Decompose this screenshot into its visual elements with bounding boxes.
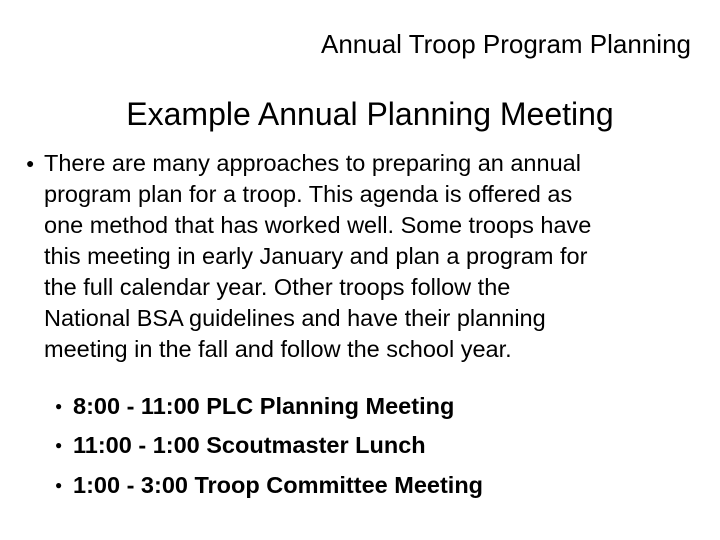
agenda-item-text: 1:00 - 3:00 Troop Committee Meeting: [73, 472, 484, 498]
sub-bullet-icon: ●: [55, 438, 63, 452]
paragraph-line: There are many approaches to preparing an annual: [44, 150, 581, 176]
bullet-paragraph: [44, 148, 714, 365]
agenda-item-text: 8:00 - 11:00 PLC Planning Meeting: [73, 393, 455, 419]
paragraph-line: one method that has worked well. Some troops have: [44, 212, 592, 238]
sub-bullet-icon: ●: [55, 478, 63, 492]
agenda-item: [0, 429, 720, 461]
agenda-item: [0, 390, 720, 422]
paragraph-line: the full calendar year. Other troops follow the: [44, 274, 511, 300]
bullet-icon: ●: [26, 155, 35, 171]
header-title: Annual Troop Program Planning: [320, 29, 691, 59]
agenda-item-text: 11:00 - 1:00 Scoutmaster Lunch: [73, 432, 426, 458]
sub-bullet-icon: ●: [55, 399, 63, 413]
paragraph-line: National BSA guidelines and have their planning: [44, 305, 546, 331]
paragraph-line: meeting in the fall and follow the school year.: [44, 336, 512, 362]
agenda-item: [0, 469, 720, 501]
paragraph-line: program plan for a troop. This agenda is offered as: [44, 181, 573, 207]
slide-title: Example Annual Planning Meeting: [126, 96, 614, 132]
paragraph-line: this meeting in early January and plan a program for: [44, 243, 588, 269]
